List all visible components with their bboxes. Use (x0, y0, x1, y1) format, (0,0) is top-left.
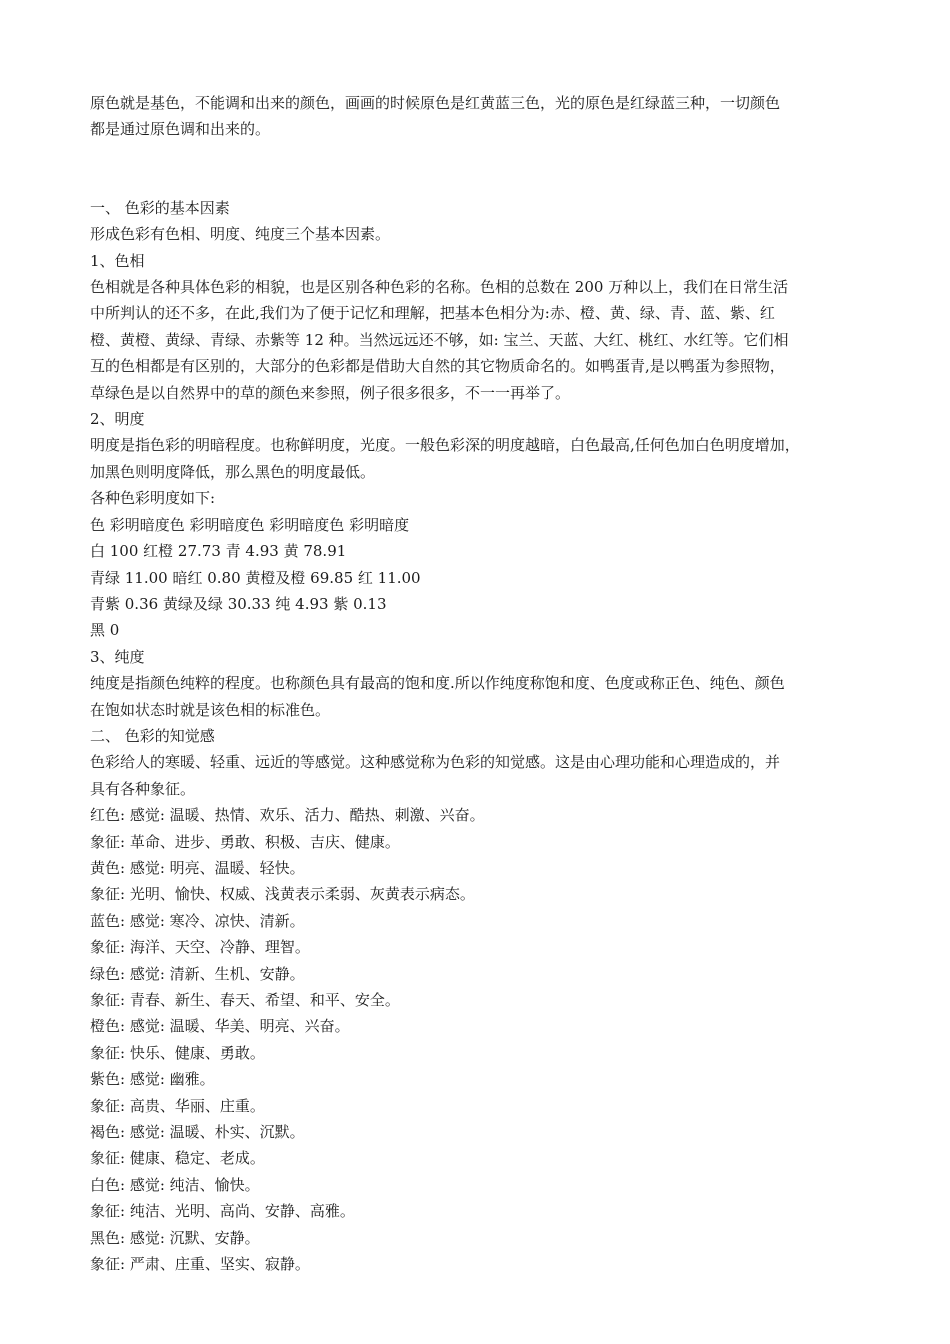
color-perception-list (90, 802, 862, 1277)
value-table-intro: 各种色彩明度如下: (90, 489, 216, 508)
blank-space (90, 143, 862, 195)
text-line: 加黑色则明度降低，那么黑色的明度最低。 (90, 462, 376, 481)
section-heading-basic-factors: 一、 色彩的基本因素 (90, 198, 230, 217)
text-line: 橙、黄橙、黄绿、青绿、赤紫等 12 种。当然远远还不够，如: 宝兰、天蓝、大红、桃红、水红等。它们相 (90, 330, 789, 349)
subheading-saturation: 3、纯度 (90, 647, 145, 666)
value-table-row: 白 100 红橙 27.73 青 4.93 黄 78.91 (90, 542, 347, 561)
value-table-row: 黑 0 (90, 621, 120, 640)
text-line: 草绿色是以自然界中的草的颜色来参照，例子很多很多，不一一再举了。 (90, 383, 571, 402)
list-item: 紫色: 感觉: 幽雅。 (90, 1070, 215, 1089)
text-line: 纯度是指颜色纯粹的程度。也称颜色具有最高的饱和度.所以作纯度称饱和度、色度或称正色、纯色、颜色 (90, 674, 785, 693)
intro-paragraph (90, 90, 862, 143)
list-item: 白色: 感觉: 纯洁、愉快。 (90, 1175, 260, 1194)
text-line: 具有各种象征。 (90, 779, 196, 798)
text-line: 在饱如状态时就是该色相的标准色。 (90, 700, 331, 719)
list-item: 象征: 纯洁、光明、高尚、安静、高雅。 (90, 1202, 355, 1221)
list-item: 象征: 革命、进步、勇敢、积极、吉庆、健康。 (90, 832, 400, 851)
value-paragraph (90, 432, 862, 485)
list-item: 象征: 快乐、健康、勇敢。 (90, 1043, 265, 1062)
list-item: 象征: 光明、愉快、权威、浅黄表示柔弱、灰黄表示病态。 (90, 885, 475, 904)
text-line: 色相就是各种具体色彩的相貌，也是区别各种色彩的名称。色相的总数在 200 万种以上，我们在日常生活 (90, 278, 789, 297)
list-item: 黑色: 感觉: 沉默、安静。 (90, 1228, 260, 1247)
subheading-value: 2、明度 (90, 410, 145, 429)
list-item: 蓝色: 感觉: 寒冷、凉快、清新。 (90, 911, 305, 930)
list-item: 象征: 高贵、华丽、庄重。 (90, 1096, 265, 1115)
document-page (90, 90, 862, 1277)
text-line: 都是通过原色调和出来的。 (90, 120, 271, 139)
saturation-paragraph (90, 670, 862, 723)
value-table-row: 青绿 11.00 暗红 0.80 黄橙及橙 69.85 红 11.00 (90, 568, 421, 587)
perception-paragraph (90, 749, 862, 802)
hue-paragraph (90, 274, 862, 406)
text-line: 互的色相都是有区别的，大部分的色彩都是借助大自然的其它物质命名的。如鸭蛋青,是以鸭蛋为参照物， (90, 357, 785, 376)
section-heading-perception: 二、 色彩的知觉感 (90, 726, 215, 745)
text-line: 明度是指色彩的明暗程度。也称鲜明度，光度。一般色彩深的明度越暗，白色最高,任何色加白色明度增加， (90, 436, 800, 455)
list-item: 绿色: 感觉: 清新、生机、安静。 (90, 964, 305, 983)
text-line: 原色就是基色，不能调和出来的颜色，画画的时候原色是红黄蓝三色，光的原色是红绿蓝三种，一切颜色 (90, 94, 781, 112)
value-table-header: 色 彩明暗度色 彩明暗度色 彩明暗度色 彩明暗度 (90, 515, 410, 534)
list-item: 黄色: 感觉: 明亮、温暖、轻快。 (90, 858, 305, 877)
list-item: 红色: 感觉: 温暖、热情、欢乐、活力、酷热、刺激、兴奋。 (90, 806, 485, 825)
subheading-hue: 1、色相 (90, 251, 145, 270)
value-table-row: 青紫 0.36 黄绿及绿 30.33 纯 4.93 紫 0.13 (90, 594, 387, 613)
list-item: 象征: 海洋、天空、冷静、理智。 (90, 938, 310, 957)
list-item: 象征: 严肃、庄重、坚实、寂静。 (90, 1255, 310, 1274)
value-table (90, 512, 862, 644)
list-item: 象征: 青春、新生、春天、希望、和平、安全。 (90, 991, 400, 1009)
section-lead: 形成色彩有色相、明度、纯度三个基本因素。 (90, 225, 391, 244)
list-item: 橙色: 感觉: 温暖、华美、明亮、兴奋。 (90, 1017, 350, 1036)
list-item: 褐色: 感觉: 温暖、朴实、沉默。 (90, 1123, 305, 1142)
text-line: 中所判认的还不多，在此,我们为了便于记忆和理解，把基本色相分为:赤、橙、黄、绿、青、蓝、紫、红 (90, 304, 775, 323)
text-line: 色彩给人的寒暖、轻重、远近的等感觉。这种感觉称为色彩的知觉感。这是由心理功能和心理造成的，并 (90, 753, 781, 772)
list-item: 象征: 健康、稳定、老成。 (90, 1149, 265, 1168)
